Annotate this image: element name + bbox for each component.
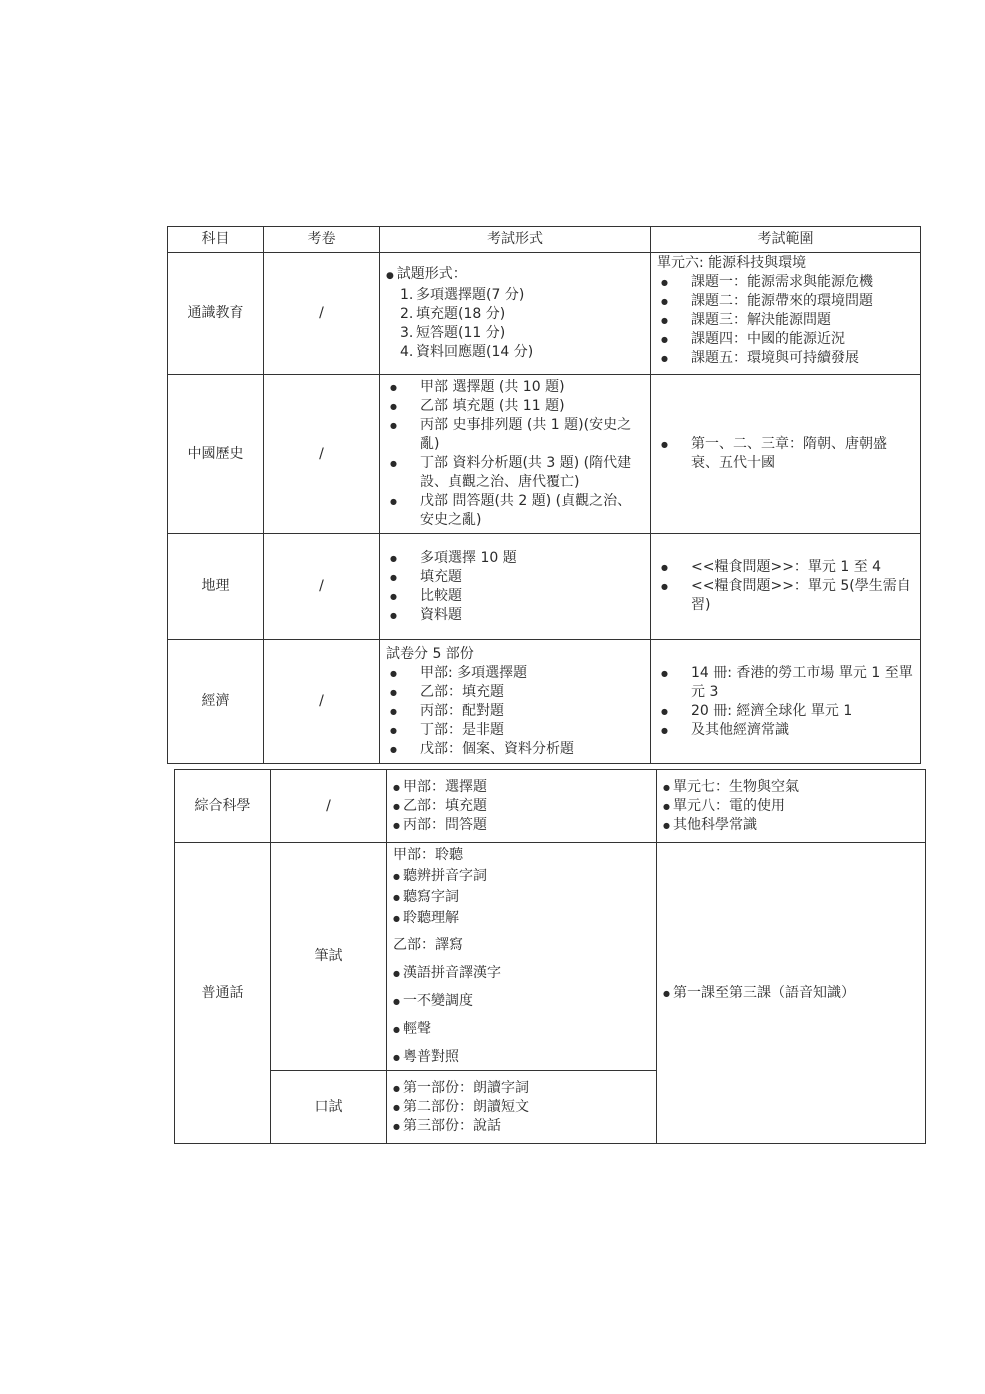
list-item: ● 甲部：選擇題 [393, 778, 650, 797]
format-list [386, 664, 644, 759]
list-item: ● 20 冊: 經濟全球化 單元 1 [657, 702, 914, 721]
list-item: ● 課題四：中國的能源近況 [657, 330, 914, 349]
subject-cell: 中國歷史 [168, 375, 264, 534]
format-cell [380, 534, 651, 640]
scope-list [663, 778, 919, 835]
list-item: ● 乙部：填充題 [393, 797, 650, 816]
list-item: ● 課題五：環境與可持續發展 [657, 349, 914, 368]
format-cell [380, 253, 651, 375]
list-item: ● 丙部 史事排列題 (共 1 題)(安史之亂) [386, 416, 644, 454]
list-item: 4. 資料回應題(14 分) [400, 344, 534, 360]
scope-cell [651, 253, 921, 375]
list-item: ● 資料題 [386, 606, 644, 625]
scope-list [657, 435, 914, 473]
list-item: ● 聆聽理解 [393, 909, 650, 928]
scope-cell [657, 843, 926, 1144]
scope-cell [657, 770, 926, 843]
format-cell [380, 640, 651, 764]
paper-cell: / [264, 253, 380, 375]
list-item: ● 丙部：問答題 [393, 816, 650, 835]
paper-cell: / [264, 640, 380, 764]
format-list [386, 286, 644, 362]
list-item: ● 乙部 填充題 (共 11 題) [386, 397, 644, 416]
list-item: ● <<糧食問題>>：單元 5(學生需自習) [657, 577, 914, 615]
row-putonghua-written [175, 843, 926, 1071]
paper-cell: / [264, 534, 380, 640]
scope-list [657, 664, 914, 740]
list-item: ● 課題三：解決能源問題 [657, 311, 914, 330]
format-list [386, 549, 644, 625]
list-item: ● 丁部 資料分析題(共 3 題) (隋代建設、貞觀之治、唐代覆亡) [386, 454, 644, 492]
list-item: ● <<糧食問題>>：單元 1 至 4 [657, 558, 914, 577]
scope-lead: 單元六: 能源科技與環境 [657, 255, 807, 271]
paper-cell: 筆試 [271, 843, 387, 1071]
part-b-title: 乙部：譯寫 [393, 937, 463, 953]
format-cell [387, 1071, 657, 1144]
list-item: ● 其他科學常識 [663, 816, 919, 835]
list-item: ● 比較題 [386, 587, 644, 606]
part-a-list [393, 867, 650, 928]
list-item: ● 填充題 [386, 568, 644, 587]
format-cell [380, 375, 651, 534]
list-item: ● 聽辨拼音字詞 [393, 867, 650, 886]
list-item: ● 第三部份：說話 [393, 1117, 650, 1136]
list-item: ● 14 冊: 香港的勞工市場 單元 1 至單元 3 [657, 664, 914, 702]
list-item: ● 課題二：能源帶來的環境問題 [657, 292, 914, 311]
scope-list [663, 984, 919, 1003]
list-item: ● 一不變調度 [393, 992, 650, 1011]
list-item: ● 粵普對照 [393, 1048, 650, 1067]
scope-cell [651, 534, 921, 640]
list-item: ● 漢語拼音譯漢字 [393, 964, 650, 983]
header-row [168, 227, 921, 253]
list-item: ● 單元七：生物與空氣 [663, 778, 919, 797]
subject-cell: 地理 [168, 534, 264, 640]
list-item: 1. 多項選擇題(7 分) [400, 287, 525, 303]
part-a-title: 甲部：聆聽 [393, 847, 463, 863]
row-economics [168, 640, 921, 764]
row-history [168, 375, 921, 534]
header-paper: 考卷 [264, 227, 380, 253]
list-item: ● 第二部份：朗讀短文 [393, 1098, 650, 1117]
list-item: ● 單元八：電的使用 [663, 797, 919, 816]
format-list [386, 378, 644, 530]
list-item: ● 輕聲 [393, 1020, 650, 1039]
header-format: 考試形式 [380, 227, 651, 253]
list-item: ● 第一課至第三課（語音知識） [663, 984, 919, 1003]
format-lead: ● 試題形式： [386, 265, 644, 286]
format-cell [387, 843, 657, 1071]
format-list [393, 778, 650, 835]
row-geography [168, 534, 921, 640]
scope-list [657, 558, 914, 615]
list-item: ● 丁部：是非題 [386, 721, 644, 740]
subject-cell: 經濟 [168, 640, 264, 764]
list-item: ● 第一、二、三章：隋朝、唐朝盛衰、五代十國 [657, 435, 914, 473]
list-item: ● 聽寫字詞 [393, 888, 650, 907]
list-item: ● 乙部：填充題 [386, 683, 644, 702]
subject-cell: 通識教育 [168, 253, 264, 375]
list-item: ● 戊部：個案、資料分析題 [386, 740, 644, 759]
subject-cell: 普通話 [175, 843, 271, 1144]
list-item: ● 第一部份：朗讀字詞 [393, 1079, 650, 1098]
list-item: ● 戊部 問答題(共 2 題) (貞觀之治、安史之亂) [386, 492, 644, 530]
exam-table-upper [167, 226, 921, 764]
oral-list [393, 1079, 650, 1136]
row-science [175, 770, 926, 843]
paper-cell: / [271, 770, 387, 843]
scope-cell [651, 640, 921, 764]
subject-cell: 綜合科學 [175, 770, 271, 843]
scope-list [657, 273, 914, 368]
paper-cell: 口試 [271, 1071, 387, 1144]
format-lead: 試卷分 5 部份 [386, 645, 474, 662]
header-subject: 科目 [168, 227, 264, 253]
format-cell [387, 770, 657, 843]
exam-table-lower [174, 769, 926, 1144]
paper-cell: / [264, 375, 380, 534]
list-item: ● 及其他經濟常識 [657, 721, 914, 740]
list-item: 3. 短答題(11 分) [400, 325, 506, 341]
list-item: 2. 填充題(18 分) [400, 306, 506, 322]
row-tongshi [168, 253, 921, 375]
list-item: ● 丙部：配對題 [386, 702, 644, 721]
part-b-list [393, 964, 650, 1067]
list-item: ● 多項選擇 10 題 [386, 549, 644, 568]
header-scope: 考試範圍 [651, 227, 921, 253]
list-item: ● 課題一：能源需求與能源危機 [657, 273, 914, 292]
scope-cell [651, 375, 921, 534]
list-item: ● 甲部 選擇題 (共 10 題) [386, 378, 644, 397]
list-item: ● 甲部: 多項選擇題 [386, 664, 644, 683]
